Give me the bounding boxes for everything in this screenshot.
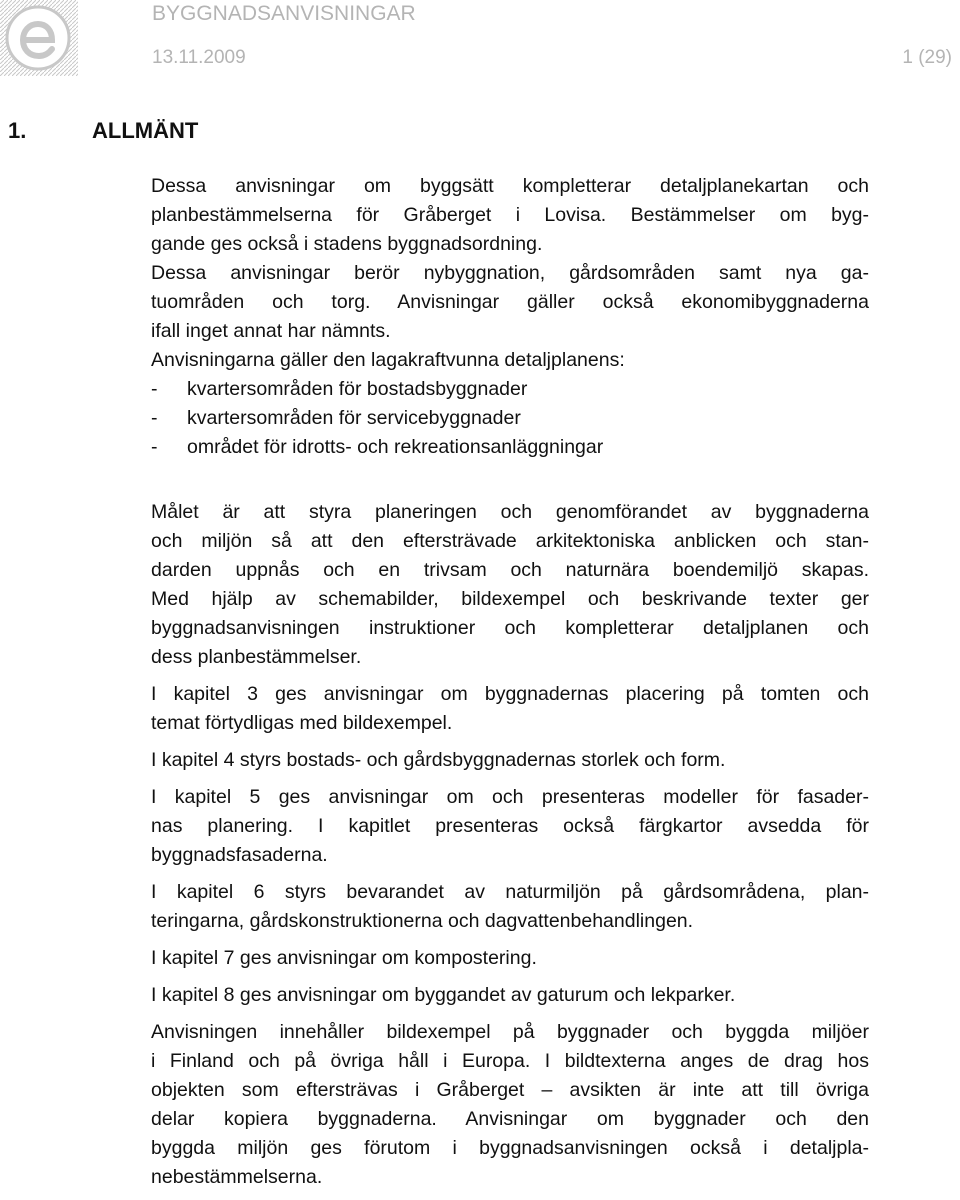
text-line: temat förtydligas med bildexempel. — [151, 712, 453, 734]
text-line: I kapitel 3 ges anvisningar om byggnadernas placering på tomten och — [151, 683, 869, 705]
text-line: byggda miljön ges förutom i byggnadsanvisningen också i detaljpla- — [151, 1137, 869, 1159]
document-title: BYGGNADSANVISNINGAR — [152, 2, 416, 25]
e-logo-icon — [0, 0, 78, 76]
chapter-6-paragraph — [151, 878, 869, 936]
chapter-8-paragraph — [151, 981, 869, 1010]
text-line: darden uppnås och en trivsam och naturnära boendemiljö skapas. — [151, 559, 869, 581]
text-line: nas planering. I kapitlet presenteras också färgkartor avsedda för — [151, 815, 869, 837]
text-line: ifall inget annat har nämnts. — [151, 320, 391, 342]
text-line: Målet är att styra planeringen och genomförandet av byggnaderna — [151, 501, 869, 523]
list-item-text: kvartersområden för servicebyggnader — [187, 407, 521, 429]
text-line: tuområden och torg. Anvisningar gäller också ekonomibyggnaderna — [151, 291, 869, 313]
text-line: i Finland och på övriga håll i Europa. I bildtexterna anges de drag hos — [151, 1050, 869, 1072]
list-item: - området för idrotts- och rekreationsanläggningar — [151, 436, 604, 458]
list-item-text: kvartersområden för bostadsbyggnader — [187, 378, 528, 400]
text-line: och miljön så att den eftersträvade arkitektoniska anblicken och stan- — [151, 530, 869, 552]
intro-paragraph-1 — [151, 172, 869, 259]
list-item: - kvartersområden för bostadsbyggnader — [151, 378, 528, 400]
text-line: I kapitel 6 styrs bevarandet av naturmiljön på gårdsområdena, plan- — [151, 881, 869, 903]
text-line: I kapitel 7 ges anvisningar om kompostering. — [151, 947, 537, 969]
text-line: I kapitel 5 ges anvisningar om och presenteras modeller för fasader- — [151, 786, 869, 808]
text-line: dess planbestämmelser. — [151, 646, 362, 668]
chapter-7-paragraph — [151, 944, 869, 973]
text-line: byggnadsanvisningen instruktioner och kompletterar detaljplanen och — [151, 617, 869, 639]
document-body — [151, 172, 869, 1200]
chapter-3-paragraph — [151, 680, 869, 738]
chapter-4-paragraph — [151, 746, 869, 775]
text-line: Dessa anvisningar berör nybyggnation, gårdsområden samt nya ga- — [151, 262, 869, 284]
text-line: Anvisningen innehåller bildexempel på byggnader och byggda miljöer — [151, 1021, 869, 1043]
text-line: I kapitel 8 ges anvisningar om byggandet av gaturum och lekparker. — [151, 984, 736, 1006]
intro-paragraph-3 — [151, 346, 869, 375]
section-title: ALLMÄNT — [92, 118, 199, 143]
text-line: planbestämmelserna för Gråberget i Lovisa. Bestämmelser om byg- — [151, 204, 869, 226]
section-number: 1. — [8, 118, 27, 143]
text-line: byggnadsfasaderna. — [151, 844, 328, 866]
text-line: delar kopiera byggnaderna. Anvisningar om byggnader och den — [151, 1108, 869, 1130]
intro-paragraph-2 — [151, 259, 869, 346]
list-item-text: området för idrotts- och rekreationsanläggningar — [187, 436, 604, 458]
text-line: gande ges också i stadens byggnadsordning. — [151, 233, 543, 255]
text-line: Med hjälp av schemabilder, bildexempel och beskrivande texter ger — [151, 588, 869, 610]
text-line: nebestämmelserna. — [151, 1166, 323, 1188]
text-line: Anvisningarna gäller den lagakraftvunna detaljplanens: — [151, 349, 625, 371]
text-line: teringarna, gårdskonstruktionerna och dagvattenbehandlingen. — [151, 910, 694, 932]
text-line: objekten som eftersträvas i Gråberget – avsikten är inte att till övriga — [151, 1079, 869, 1101]
text-line: I kapitel 4 styrs bostads- och gårdsbyggnadernas storlek och form. — [151, 749, 726, 771]
chapter-5-paragraph — [151, 783, 869, 870]
goal-paragraph — [151, 498, 869, 672]
area-list — [151, 375, 869, 462]
text-line: Dessa anvisningar om byggsätt kompletterar detaljplanekartan och — [151, 175, 869, 197]
page-number: 1 (29) — [902, 47, 952, 68]
section-heading — [8, 118, 198, 144]
list-item: - kvartersområden för servicebyggnader — [151, 407, 521, 429]
examples-paragraph — [151, 1018, 869, 1192]
document-date: 13.11.2009 — [152, 47, 246, 68]
